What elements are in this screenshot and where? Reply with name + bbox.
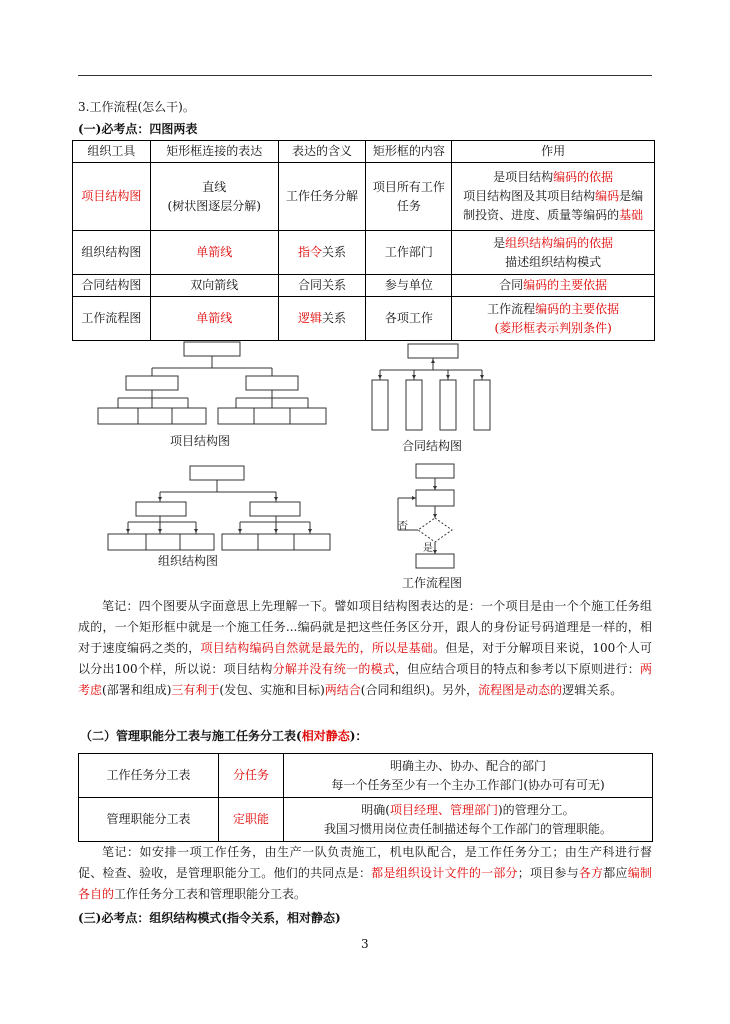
flow-node <box>416 554 454 568</box>
desc-text: 明确( <box>361 802 390 817</box>
table-key-cell: 分任务 <box>219 754 284 798</box>
meaning-cell <box>278 231 366 275</box>
note-text: (部署和组成) <box>102 683 172 697</box>
workflow-no-label: 否 <box>398 521 408 532</box>
note-highlight: 分解并没有统一的模式 <box>272 662 396 676</box>
note-highlight: 编制各自的 <box>78 866 652 901</box>
note-highlight: 项目结构编码自然就是最先的，所以是基础 <box>200 641 434 655</box>
meaning-text-red: 指令 <box>298 245 323 259</box>
table-key-cell: 定职能 <box>219 798 284 842</box>
table-row <box>73 163 655 231</box>
contract-diagram-caption: 合同结构图 <box>402 439 463 453</box>
content-cell <box>366 163 452 231</box>
use-line <box>455 206 651 225</box>
section2-title-text: （二）管理职能分工表与施工任务分工表( <box>80 729 302 743</box>
table-header-cell: 组织工具 <box>73 141 151 163</box>
tool-cell: 项目结构图 <box>73 163 151 231</box>
tool-cell: 工作流程图 <box>73 297 151 341</box>
desc-text-red: 项目经理、管理部门 <box>389 802 498 817</box>
table-header-row <box>73 141 655 163</box>
content-line: 项目所有工作 <box>372 179 445 194</box>
use-cell <box>452 297 655 341</box>
table-row <box>79 798 653 842</box>
content-cell: 各项工作 <box>366 297 452 341</box>
use-line <box>455 234 651 253</box>
desc-line: 每一个任务至少有一个主办工作部门(协办可有可无) <box>331 777 605 792</box>
use-text-red: 编码的主要依据 <box>523 278 608 292</box>
desc-line: 我国习惯用岗位责任制描述每个工作部门的管理职能。 <box>323 821 612 836</box>
desc-text: )的管理分工。 <box>498 802 575 817</box>
table-desc-cell <box>284 798 653 842</box>
table-row <box>79 754 653 798</box>
project-structure-diagram <box>96 340 328 432</box>
note-highlight: 都是组织设计文件的一部分 <box>371 866 518 880</box>
page-number: 3 <box>361 937 369 951</box>
note-text: (发包、实施和目标) <box>219 683 325 697</box>
expr-cell: 单箭线 <box>150 297 278 341</box>
note-text: (合同和组织)。另外， <box>360 683 479 697</box>
expr-cell <box>150 163 278 231</box>
use-text: 是 <box>493 235 506 250</box>
note-highlight: 三有利于 <box>171 683 220 697</box>
table-header-cell: 作用 <box>452 141 655 163</box>
use-line: (菱形框表示判别条件) <box>494 320 612 335</box>
content-cell: 参与单位 <box>366 275 452 297</box>
expr-line: 直线 <box>202 179 227 194</box>
table-row <box>73 275 655 297</box>
use-text: 工作流程 <box>487 301 536 316</box>
table-row <box>73 297 655 341</box>
use-text-red: 编码的主要依据 <box>535 301 620 316</box>
use-text: 是项目结构 <box>493 170 554 184</box>
desc-line <box>287 801 649 820</box>
section-intro: 3.工作流程(怎么干)。 <box>78 100 195 114</box>
flow-node <box>416 490 454 506</box>
section2-title <box>80 727 367 744</box>
workflow-yes-label: 是 <box>423 543 433 554</box>
note-paragraph-1 <box>78 596 652 701</box>
expr-cell: 单箭线 <box>150 231 278 275</box>
table-header-cell: 表达的含义 <box>278 141 366 163</box>
use-line <box>455 168 651 187</box>
section2-title-text: )： <box>349 729 368 743</box>
flow-node <box>416 464 454 478</box>
tree-node <box>184 342 240 356</box>
tree-node <box>190 466 244 480</box>
meaning-cell: 工作任务分解 <box>278 163 366 231</box>
use-cell <box>452 231 655 275</box>
expr-line: (树状图逐层分解) <box>167 198 261 213</box>
table-header-cell: 矩形框的内容 <box>366 141 452 163</box>
tool-cell: 组织结构图 <box>73 231 151 275</box>
note-text: ，但应结合项目的特点和参考以下原则进行： <box>395 662 640 676</box>
note-text: 。但是，对于分解项目来说，100个人可以分出100个样，所以说：项目结构 <box>78 641 652 676</box>
workflow-diagram-caption: 工作流程图 <box>402 576 463 590</box>
note-highlight: 各方 <box>578 866 604 880</box>
note-text: 逻辑关系。 <box>562 683 623 697</box>
use-text-red: 编码的依据 <box>553 170 614 184</box>
note-highlight: 流程图是动态的 <box>478 683 563 697</box>
use-text-red: 组织结构编码的依据 <box>505 235 614 250</box>
use-line <box>455 187 651 206</box>
use-cell <box>452 163 655 231</box>
table-header-cell: 矩形框连接的表达 <box>150 141 278 163</box>
note-highlight: 两结合 <box>324 683 361 697</box>
table-desc-cell <box>284 754 653 798</box>
table-name-cell: 管理职能分工表 <box>79 798 219 842</box>
note-paragraph-2 <box>78 842 652 905</box>
note-text: ；项目参与 <box>517 866 579 880</box>
note-text: 笔记：如安排一项工作任务，由生产一队负责施工，机电队配合，是工作任务分工；由生产科进行督促、检查、验收，是管理职能分工。他们的共同点是： <box>78 845 652 880</box>
use-line: 描述组织结构模式 <box>505 254 602 269</box>
org-structure-diagram <box>104 464 340 554</box>
note-text: 工作任务分工表和管理职能分工表。 <box>114 887 307 901</box>
project-diagram-caption: 项目结构图 <box>170 434 231 448</box>
tree-node <box>136 502 186 516</box>
tree-node <box>126 376 178 390</box>
section3-title: (三)必考点：组织结构模式(指令关系，相对静态) <box>78 911 341 925</box>
section1-title: (一)必考点：四图两表 <box>78 122 198 136</box>
use-text: 合同 <box>499 278 524 292</box>
table-row <box>73 231 655 275</box>
note-highlight: 两考虑 <box>78 662 652 697</box>
content-line: 任务 <box>396 198 421 213</box>
division-table <box>78 753 653 842</box>
meaning-text-red: 逻辑 <box>298 311 323 325</box>
use-text: 项目结构图及其项目结构 <box>463 189 596 203</box>
table-name-cell: 工作任务分工表 <box>79 754 219 798</box>
meaning-text: 关系 <box>322 311 347 325</box>
content-cell: 工作部门 <box>366 231 452 275</box>
expr-cell: 双向箭线 <box>150 275 278 297</box>
use-text-red: 编码 <box>595 189 620 203</box>
header-rule <box>78 75 652 76</box>
use-text: 制投资、进度、质量等编码的 <box>463 208 620 222</box>
use-line <box>455 300 651 319</box>
tree-node <box>246 376 298 390</box>
use-text: 是编 <box>619 189 644 203</box>
note-text: 笔记：四个图要从字面意思上先理解一下。譬如项目结构图表达的是：一个项目是由一个个施工任务组成的，一个矩形框中就是一个施工任务...编码就是把这些任务区分开，跟人的身份证号码道理是一样的，相对于速度编码之类的， <box>78 599 652 655</box>
use-text-red: 基础 <box>619 208 644 222</box>
meaning-cell <box>278 297 366 341</box>
note-text: 都应 <box>603 866 628 880</box>
tool-cell: 合同结构图 <box>73 275 151 297</box>
org-diagram-caption: 组织结构图 <box>158 554 219 568</box>
section2-title-red: 相对静态 <box>301 729 350 743</box>
meaning-text: 关系 <box>322 245 347 259</box>
desc-line: 明确主办、协办、配合的部门 <box>389 758 546 773</box>
use-cell <box>452 275 655 297</box>
tree-node <box>250 502 300 516</box>
four-diagrams-table <box>72 140 655 341</box>
contract-structure-diagram <box>368 342 498 434</box>
tree-node <box>408 344 458 358</box>
meaning-cell: 合同关系 <box>278 275 366 297</box>
